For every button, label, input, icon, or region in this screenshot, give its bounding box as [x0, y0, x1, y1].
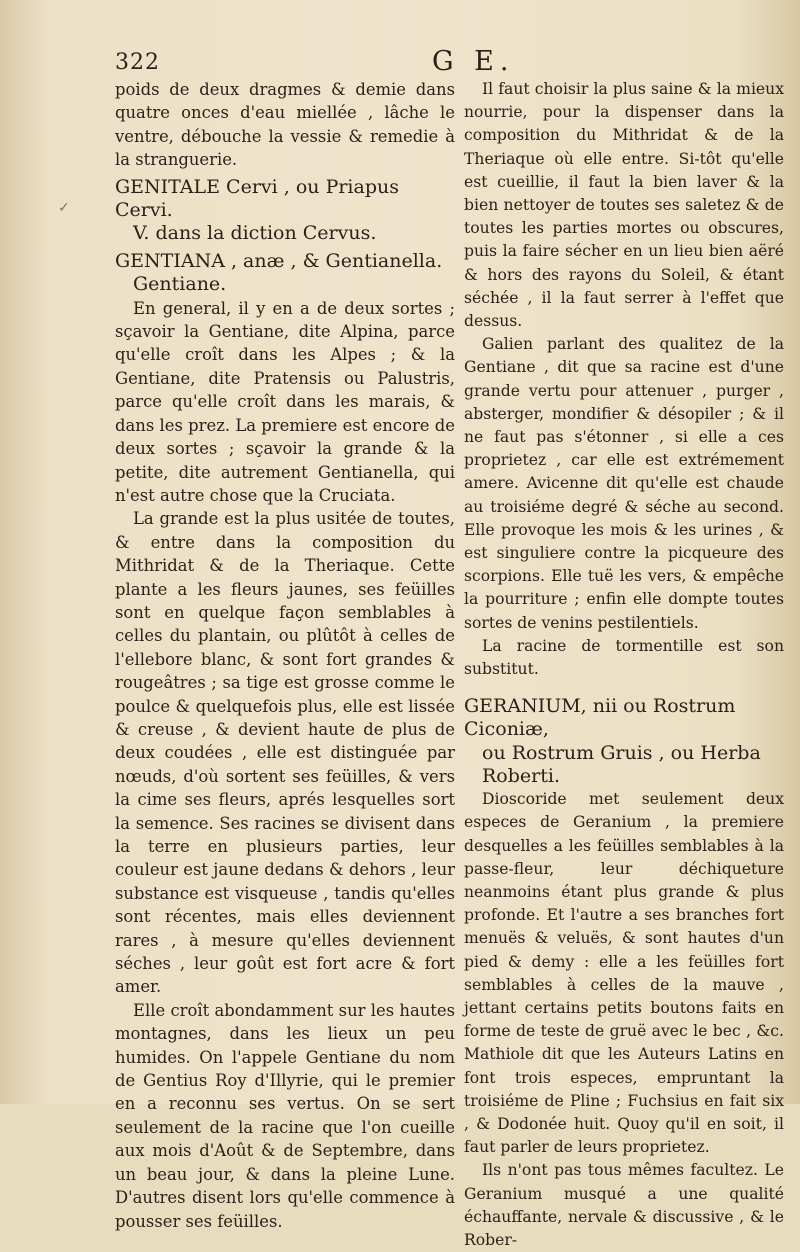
running-head: G E. — [432, 46, 515, 77]
left-column — [115, 78, 455, 1233]
entry-heading-line: V. dans la diction Cervus. — [133, 222, 377, 245]
paragraph: La grande est la plus usitée de toutes, & entre dans la composition du Mithridat & de la Theriaque. Cette plante a les fleurs jaunes, ses feüilles sont en quelque façon semblables à celles du plantain, ou plûtôt à celles de l'ellebore blanc, & sont fort grandes & rougeâtres ; sa tige est grosse comme le poulce & quelquefois plus, elle est lissée & creuse , & devient haute de plus de deux coudées , elle est distinguée par nœuds, d'où sortent ses feüilles, & vers la cime ses fleurs, aprés lesquelles sort la semence. Ses racines se divisent dans la terre en plusieurs parties, leur couleur est jaune dedans & dehors , leur substance est visqueuse , tandis qu'elles sont récentes, mais elles deviennent rares , à mesure qu'elles deviennent séches , leur goût est fort acre & fort amer. — [115, 509, 455, 997]
page-header — [0, 46, 800, 80]
paragraph: Ils n'ont pas tous mêmes facultez. Le Geranium musqué a une qualité échauffante, nervale & discussive , & le Rober- — [464, 1161, 784, 1249]
entry-heading — [464, 695, 784, 788]
paragraph: poids de deux dragmes & demie dans quatre onces d'eau miellée , lâche le ventre, débouche la vessie & remedie à la stranguerie. — [115, 80, 455, 170]
paragraph: Dioscoride met seulement deux especes de Geranium , la premiere desquelles a les feüilles semblables à la passe-fleur, leur déchiqueture neanmoins étant plus grande & plus profonde. Et l'autre a ses branches fort menuës & veluës, & sont hautes d'un pied & demy : elle a les feüilles fort semblables à celles de la mauve , jettant certains petits boutons faits en forme de teste de gruë avec le bec , &c. Mathiole dit que les Auteurs Latins en font trois especes, empruntant la troisiéme de Pline ; Fuchsius en fait six , & Dodonée huit. Quoy qu'il en soit, il faut parler de leurs proprietez. — [464, 790, 784, 1157]
right-column — [464, 78, 784, 1252]
entry-heading-line: ou Rostrum Gruis , ou Herba — [482, 741, 761, 764]
entry-heading — [115, 250, 455, 297]
entry-heading-line: GERANIUM, nii ou Rostrum Ciconiæ, — [464, 695, 736, 741]
paragraph: Galien parlant des qualitez de la Gentiane , dit que sa racine est d'une grande vertu pour attenuer , purger , absterger, mondifier & désopiler ; & il ne faut pas s'étonner , si elle a ces proprietez , car elle est extrémement amere. Avicenne dit qu'elle est chaude au troisiéme degré & séche au second. Elle provoque les mois & les urines , & est singuliere contre la picqueure des scorpions. Elle tuë les vers, & empêche la pourriture ; enfin elle dompte toutes sortes de venins pestilentiels. — [464, 335, 784, 632]
entry-heading-line: Gentiane. — [133, 273, 227, 296]
paragraph: Elle croît abondamment sur les hautes montagnes, dans les lieux un peu humides. On l'appele Gentiane du nom de Gentius Roy d'Illyrie, qui le premier en a reconnu ses vertus. On se sert seulement de la racine que l'on cueille aux mois d'Août & de Septembre, dans un beau jour, & dans la pleine Lune. D'autres disent lors qu'elle commence à pousser ses feüilles. — [115, 1000, 455, 1231]
paragraph: Il faut choisir la plus saine & la mieux nourrie, pour la dispenser dans la composition du Mithridat & de la Theriaque où elle entre. Si-tôt qu'elle est cueillie, il faut la bien laver & la bien nettoyer de toutes ses saletez & de toutes les parties mortes ou obscures, puis la faire sécher en un lieu bien aëré & hors des rayons du Soleil, & étant séchée , il la faut serrer à l'effet que dessus. — [464, 80, 784, 331]
paragraph: En general, il y en a de deux sortes ; sçavoir la Gentiane, dite Alpina, parce qu'elle croît dans les Alpes ; & la Gentiane, dite Pratensis ou Palustris, parce qu'elle croît dans les marais, & dans les prez. La premiere est encore de deux sortes ; sçavoir la grande & la petite, dite autrement Gentianella, qui n'est autre chose que la Cruciata. — [115, 298, 455, 505]
entry-heading-line: GENITALE Cervi , ou Priapus Cervi. — [115, 175, 399, 222]
page-number: 322 — [115, 50, 160, 75]
margin-mark: ✓ — [58, 200, 70, 216]
entry-heading-line: GENTIANA , anæ , & Gentianella. — [115, 249, 443, 272]
paragraph: La racine de tormentille est son substitut. — [464, 636, 784, 679]
entry-heading — [115, 176, 455, 246]
entry-heading-line: Roberti. — [482, 764, 560, 787]
